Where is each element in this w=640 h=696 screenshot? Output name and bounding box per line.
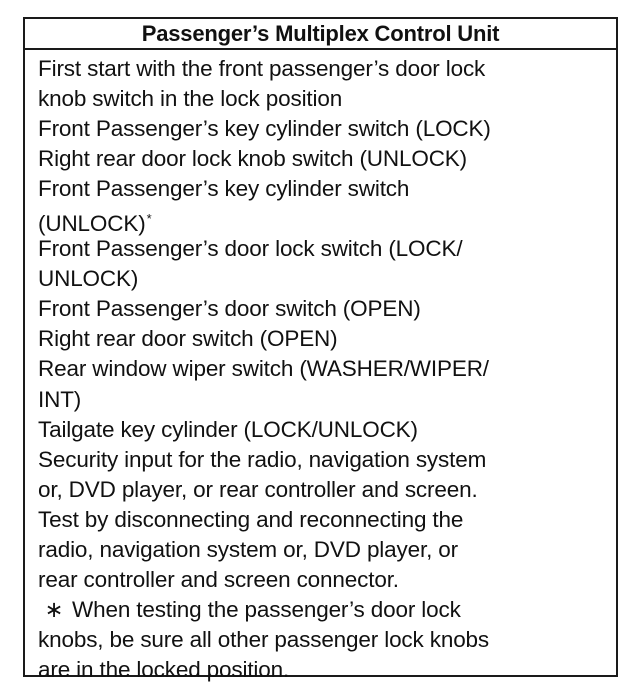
table-row: Rear window wiper switch (WASHER/WIPER/	[38, 356, 489, 382]
table-row: Test by disconnecting and reconnecting the	[38, 506, 464, 532]
table-title: Passenger’s Multiplex Control Unit	[25, 19, 616, 50]
table-row: knob switch in the lock position	[38, 86, 343, 112]
note-row: are in the locked position.	[38, 656, 290, 682]
table-row: (UNLOCK)*	[38, 211, 152, 237]
table-row: First start with the front passenger’s door lock	[38, 56, 486, 81]
table-body	[25, 50, 616, 685]
table-row: Front Passenger’s door lock switch (LOCK/	[38, 236, 463, 262]
note-row: ∗ When testing the passenger’s door lock	[38, 595, 606, 625]
table-row: rear controller and screen connector.	[38, 566, 399, 592]
note-marker: ∗	[44, 596, 64, 622]
note-row: knobs, be sure all other passenger lock knobs	[38, 626, 490, 652]
table-row: Front Passenger’s key cylinder switch	[38, 176, 410, 202]
table-row: Front Passenger’s key cylinder switch (LOCK)	[38, 116, 491, 142]
table-row: or, DVD player, or rear controller and screen.	[38, 476, 478, 502]
table-row: Tailgate key cylinder (LOCK/UNLOCK)	[38, 416, 418, 442]
control-unit-table	[23, 17, 618, 682]
table-row: UNLOCK)	[38, 266, 139, 292]
table-row: INT)	[38, 386, 82, 412]
table-row: Security input for the radio, navigation system	[38, 446, 487, 472]
table-row: Front Passenger’s door switch (OPEN)	[38, 296, 421, 322]
table-row: Right rear door lock knob switch (UNLOCK)	[38, 146, 467, 172]
footnote-marker: *	[146, 211, 152, 227]
table-row: radio, navigation system or, DVD player, or	[38, 536, 458, 562]
table-row: Right rear door switch (OPEN)	[38, 326, 338, 352]
